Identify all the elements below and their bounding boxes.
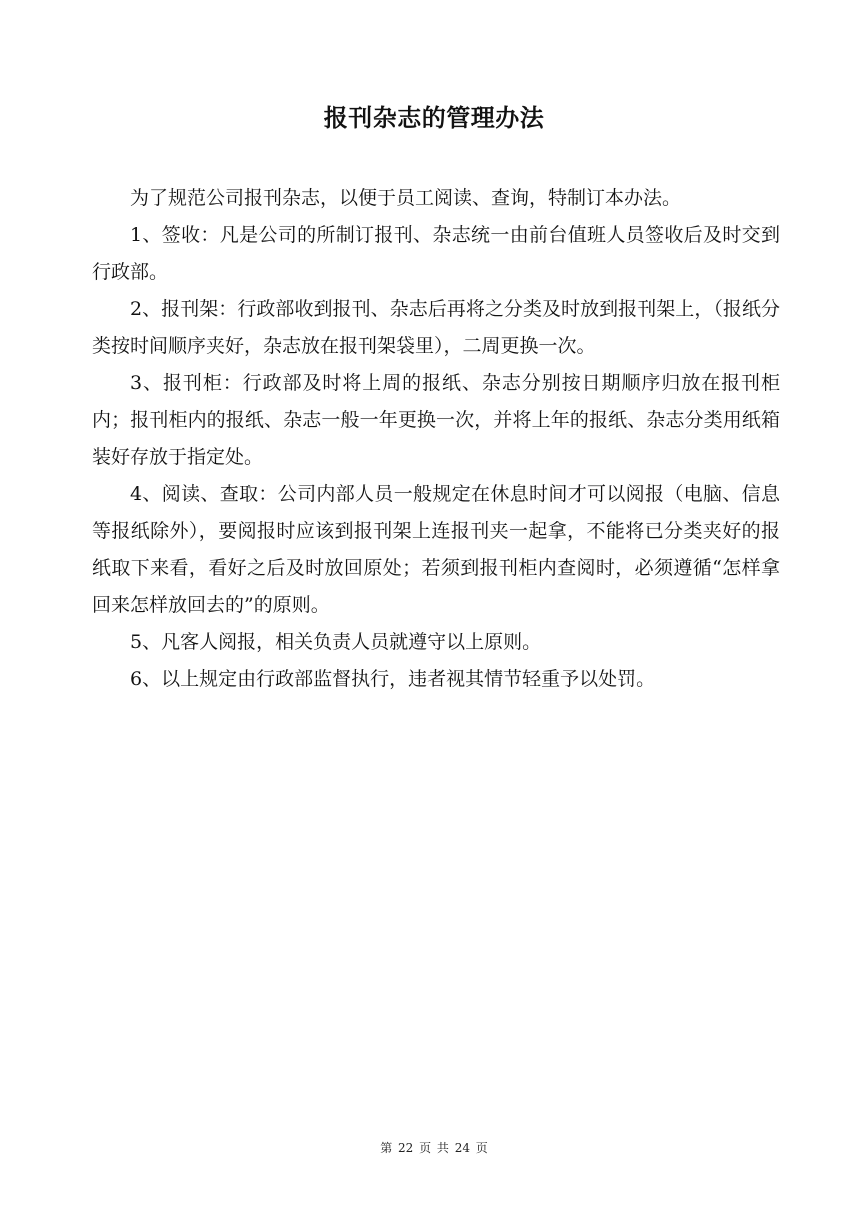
document-body — [92, 180, 780, 698]
paragraph-newspaper-rack: 2、报刊架：行政部收到报刊、杂志后再将之分类及时放到报刊架上，（报纸分类按时间顺序夹好，杂志放在报刊架袋里），二周更换一次。 — [92, 298, 780, 357]
paragraph-newspaper-cabinet: 3、报刊柜：行政部及时将上周的报纸、杂志分别按日期顺序归放在报刊柜内；报刊柜内的报纸、杂志一般一年更换一次，并将上年的报纸、杂志分类用纸箱装好存放于指定处。 — [92, 372, 780, 468]
paragraph-intro: 为了规范公司报刊杂志，以便于员工阅读、查询，特制订本办法。 — [130, 187, 682, 209]
page-number: 第 22 页 共 24 页 — [380, 1141, 488, 1155]
paragraph-signing: 1、签收：凡是公司的所制订报刊、杂志统一由前台值班人员签收后及时交到行政部。 — [92, 224, 780, 283]
paragraph-reading-access: 4、阅读、查取：公司内部人员一般规定在休息时间才可以阅报（电脑、信息等报纸除外），要阅报时应该到报刊架上连报刊夹一起拿，不能将已分类夹好的报纸取下来看，看好之后及时放回原处；若须到报刊柜内查阅时，必须遵循“怎样拿回来怎样放回去的”的原则。 — [92, 483, 780, 616]
document-title: 报刊杂志的管理办法 — [323, 104, 545, 132]
paragraph-guest-reading: 5、凡客人阅报，相关负责人员就遵守以上原则。 — [130, 631, 542, 653]
paragraph-supervision: 6、以上规定由行政部监督执行，违者视其情节轻重予以处罚。 — [130, 668, 656, 690]
